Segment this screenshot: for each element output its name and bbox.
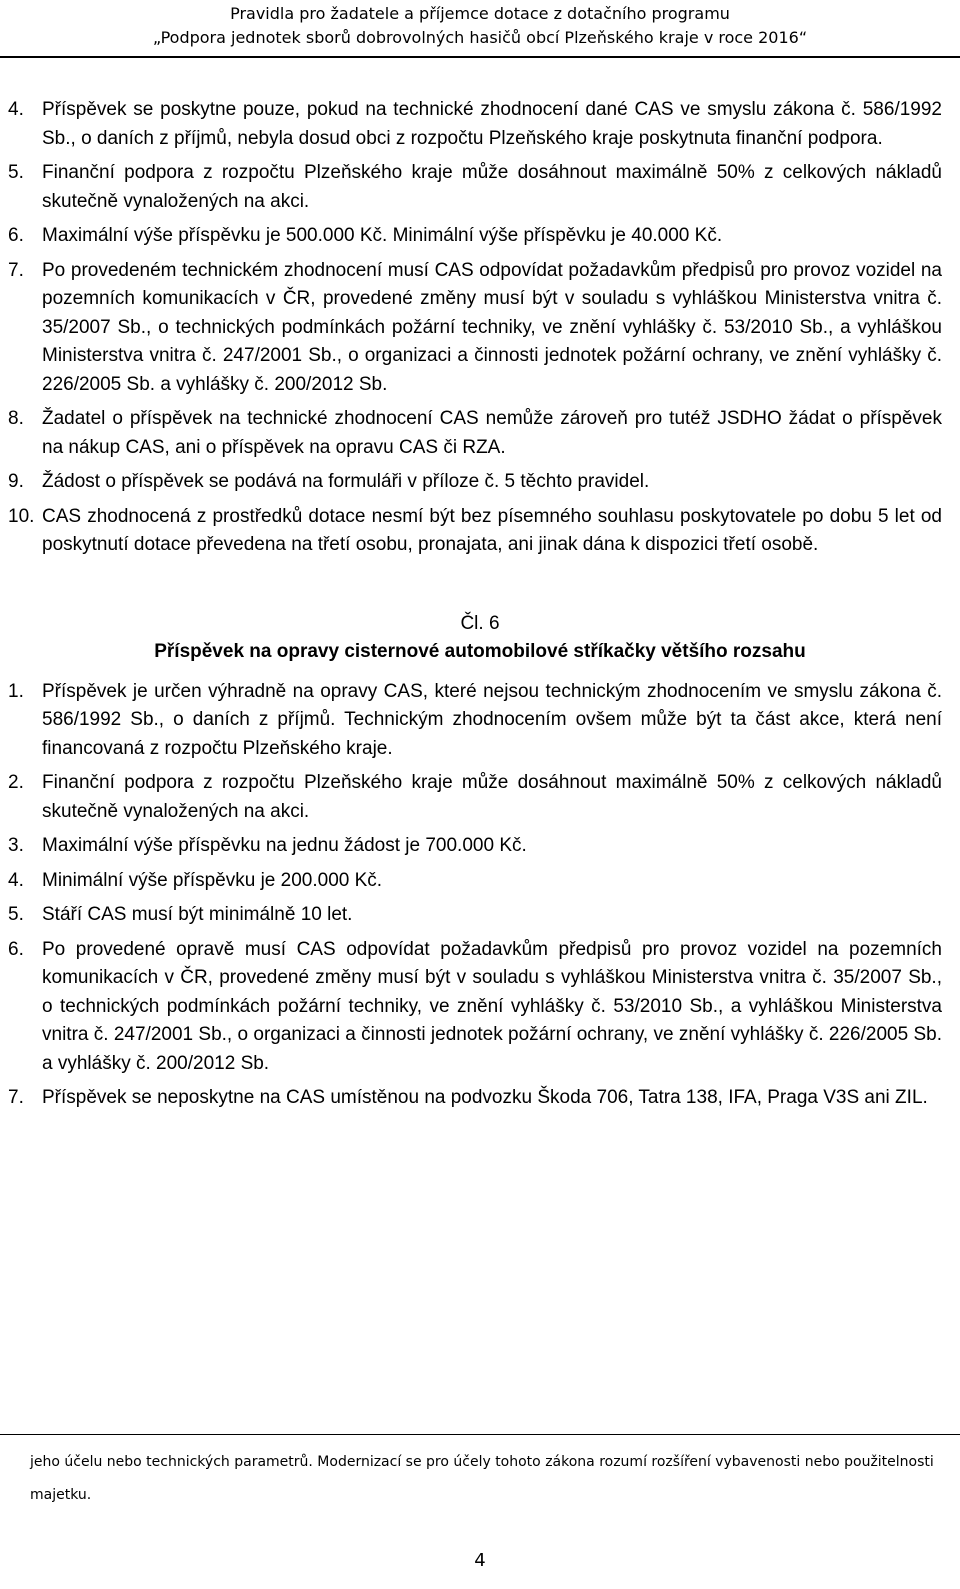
list-item: [0, 257, 960, 400]
item-number: 4.: [8, 99, 24, 120]
list-item: [0, 503, 960, 560]
list-item: [0, 936, 960, 1079]
header-title-line2: „Podpora jednotek sborů dobrovolných hasičů obcí Plzeňského kraje v roce 2016“: [152, 28, 808, 47]
item-number: 7.: [8, 1087, 24, 1108]
item-number: 3.: [8, 835, 24, 856]
header-title-line1: Pravidla pro žadatele a příjemce dotace z dotačního programu: [230, 4, 730, 23]
item-text: Příspěvek se neposkytne na CAS umístěnou na podvozku Škoda 706, Tatra 138, IFA, Praga V3S ani ZIL.: [42, 1087, 928, 1108]
page-header: [0, 0, 960, 50]
item-text: Po provedené opravě musí CAS odpovídat požadavkům předpisů pro provoz vozidel na pozemních komunikacích v ČR, provedené změny musí být v souladu s vyhláškou Ministerstva vnitra č. 35/2007 Sb., o technických podmínkách požární techniky, ve znění vyhlášky č. 53/2010 Sb., a vyhláškou Ministerstva vnitra č. 247/2001 Sb., o organizaci a činnosti jednotek požární ochrany, ve znění vyhlášky č. 226/2005 Sb. a vyhlášky č. 200/2012 Sb.: [42, 938, 942, 1074]
list-item: [0, 405, 960, 462]
item-text: Maximální výše příspěvku je 500.000 Kč. Minimální výše příspěvku je 40.000 Kč.: [42, 225, 723, 246]
article-number: Čl. 6: [460, 612, 500, 634]
item-text: Finanční podpora z rozpočtu Plzeňského kraje může dosáhnout maximálně 50% z celkových nákladů skutečně vynaložených na akci.: [42, 772, 942, 822]
item-number: 6.: [8, 225, 24, 246]
item-number: 4.: [8, 869, 24, 891]
item-number: 7.: [8, 259, 24, 281]
item-text: Žadatel o příspěvek na technické zhodnocení CAS nemůže zároveň pro tutéž JSDHO žádat o příspěvek na nákup CAS, ani o příspěvek na opravu CAS či RZA.: [42, 408, 942, 458]
header-divider: [0, 56, 960, 58]
item-text: Maximální výše příspěvku na jednu žádost je 700.000 Kč.: [42, 835, 527, 856]
article-6-list: [0, 678, 960, 1113]
item-text: Stáří CAS musí být minimálně 10 let.: [42, 904, 353, 925]
item-number: 9.: [8, 471, 24, 492]
section-heading: [0, 610, 960, 666]
page-content: [0, 96, 960, 1119]
item-number: 5.: [8, 904, 24, 925]
list-item: [0, 468, 960, 497]
item-text: Finanční podpora z rozpočtu Plzeňského kraje může dosáhnout maximálně 50% z celkových nákladů skutečně vynaložených na akci.: [42, 162, 942, 212]
item-text: Minimální výše příspěvku je 200.000 Kč.: [42, 869, 383, 891]
list-item: [0, 678, 960, 764]
item-number: 2.: [8, 772, 24, 793]
page-number: 4: [474, 1550, 486, 1571]
item-number: 1.: [8, 680, 24, 702]
item-number: 6.: [8, 938, 24, 960]
section-title: Příspěvek na opravy cisternové automobilové stříkačky většího rozsahu: [154, 640, 806, 662]
item-number: 5.: [8, 162, 24, 183]
item-number: 10.: [8, 505, 35, 527]
item-text: Žádost o příspěvek se podává na formuláři v příloze č. 5 těchto pravidel.: [42, 471, 650, 492]
list-item: [0, 159, 960, 216]
item-text: Příspěvek je určen výhradně na opravy CAS, které nejsou technickým zhodnocením ve smyslu zákona č. 586/1992 Sb., o daních z příjmů. Technickým zhodnocením ovšem může být ta část akce, která není financovaná z rozpočtu Plzeňského kraje.: [42, 680, 942, 759]
list-item: [0, 901, 960, 930]
footnote-divider: [0, 1434, 960, 1435]
item-text: CAS zhodnocená z prostředků dotace nesmí být bez písemného souhlasu poskytovatele po dobu 5 let od poskytnutí dotace převedena na třetí osobu, pronajata, ani jinak dána k dispozici třetí osobě.: [42, 505, 942, 555]
list-item: [0, 867, 960, 896]
item-text: Příspěvek se poskytne pouze, pokud na technické zhodnocení dané CAS ve smyslu zákona č. 586/1992 Sb., o daních z příjmů, nebyla dosud obci z rozpočtu Plzeňského kraje poskytnuta finanční podpora.: [42, 99, 942, 149]
list-item: [0, 832, 960, 861]
article-5-list: [0, 96, 960, 560]
item-text: Po provedeném technickém zhodnocení musí CAS odpovídat požadavkům předpisů pro provoz vozidel na pozemních komunikacích v ČR, provedené změny musí být v souladu s vyhláškou Ministerstva vnitra č. 35/2007 Sb., o technických podmínkách požární techniky, ve znění vyhlášky č. 53/2010 Sb., a vyhláškou Ministerstva vnitra č. 247/2001 Sb., o organizaci a činnosti jednotek požární ochrany, ve znění vyhlášky č. 226/2005 Sb. a vyhlášky č. 200/2012 Sb.: [42, 259, 942, 395]
list-item: [0, 96, 960, 153]
list-item: [0, 1084, 960, 1113]
list-item: [0, 769, 960, 826]
list-item: [0, 222, 960, 251]
item-number: 8.: [8, 408, 24, 429]
footnote-text: jeho účelu nebo technických parametrů. Modernizací se pro účely tohoto zákona rozumí rozšíření vybavenosti nebo použitelnosti majetku.: [30, 1454, 934, 1503]
